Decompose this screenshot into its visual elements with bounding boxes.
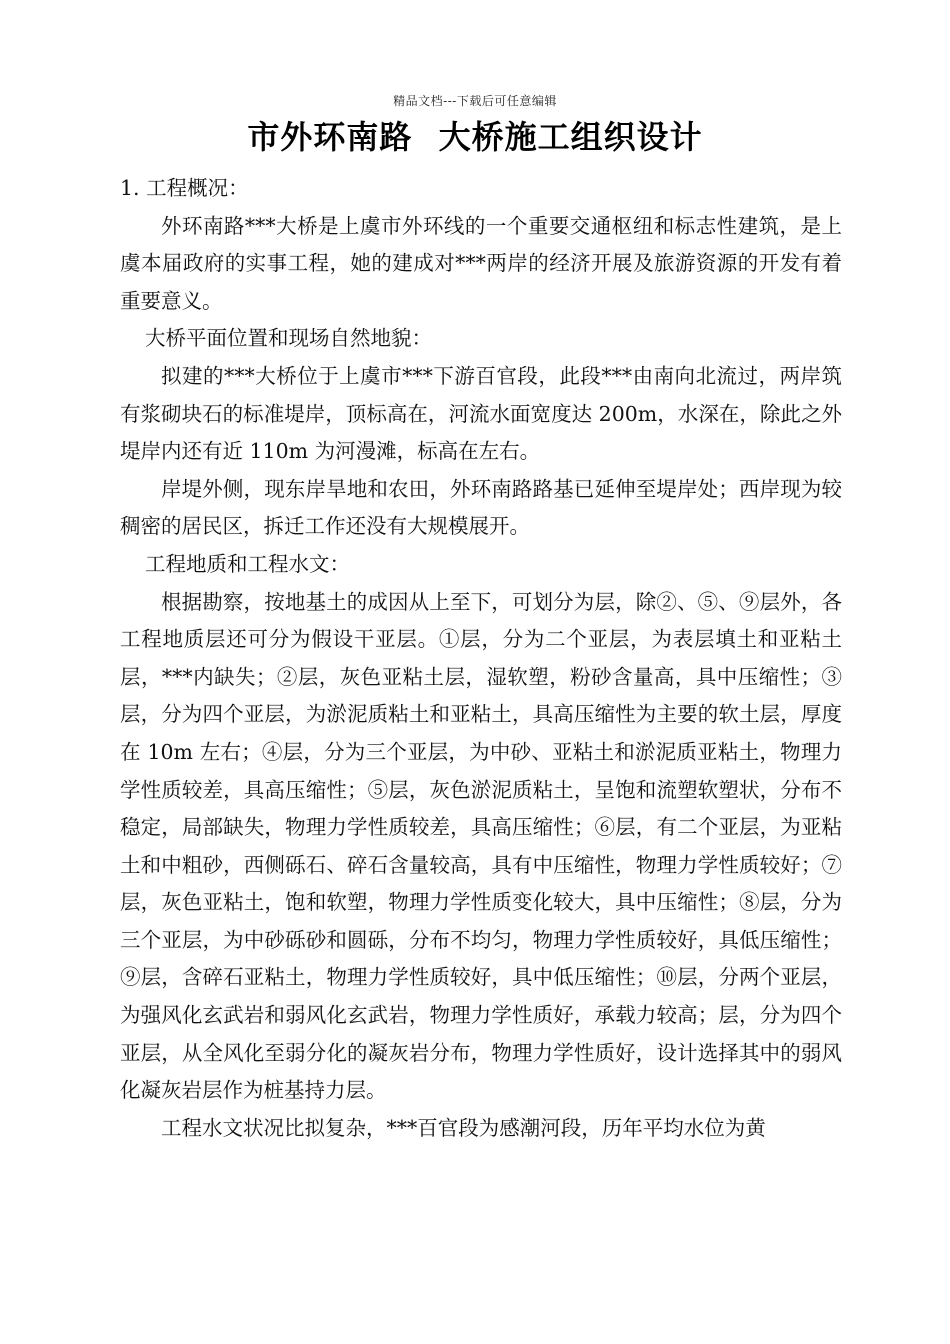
paragraph-location: 拟建的***大桥位于上虞市***下游百官段，此段***由南向北流过，两岸筑有浆砌块石的标准堤岸，顶标高在，河流水面宽度达 200m，水深在，除此之外堤岸内还有近 110m 为河漫滩，标高在左右。: [120, 363, 842, 464]
document-body: [120, 170, 842, 1147]
paragraph-intro: 外环南路***大桥是上虞市外环线的一个重要交通枢纽和标志性建筑，是上虞本届政府的实事工程，她的建成对***两岸的经济开展及旅游资源的开发有着重要意义。: [120, 213, 842, 313]
paragraph-geology: 根据勘察，按地基土的成因从上至下，可划分为层，除②、⑤、⑨层外，各工程地质层还可分为假设干亚层。①层，分为二个亚层，为表层填土和亚粘土层，***内缺失；②层，灰色亚粘土层，湿软塑，粉砂含量高，具中压缩性；③层，分为四个亚层，为淤泥质粘土和亚粘土，具高压缩性为主要的软土层，厚度在 10m 左右；④层，分为三个亚层，为中砂、亚粘土和淤泥质亚粘土，物理力学性质较差，具高压缩性；⑤层，灰色淤泥质粘土，呈饱和流塑软塑状，分布不稳定，局部缺失，物理力学性质较差，具高压缩性；⑥层，有二个亚层，为亚粘土和中粗砂，西侧砾石、碎石含量较高，具有中压缩性，物理力学性质较好；⑦层，灰色亚粘土，饱和软塑，物理力学性质变化较大，具中压缩性；⑧层，分为三个亚层，为中砂砾砂和圆砾，分布不均匀，物理力学性质较好，具低压缩性；⑨层，含碎石亚粘土，物理力学性质较好，具中低压缩性；⑩层，分两个亚层，为强风化玄武岩和弱风化玄武岩，物理力学性质好，承载力较高；层，分为四个亚层，从全风化至弱分化的凝灰岩分布，物理力学性质好，设计选择其中的弱风化凝灰岩层作为桩基持力层。: [120, 589, 842, 1103]
paragraph-hydrology: 工程水文状况比拟复杂，***百官段为感潮河段，历年平均水位为黄: [161, 1115, 766, 1140]
header-note: 精品文档---下载后可任意编辑: [393, 94, 557, 108]
document-title: 市外环南路 大桥施工组织设计: [247, 118, 703, 156]
subheading-geology: 工程地质和工程水文：: [145, 551, 350, 576]
subheading-location: 大桥平面位置和现场自然地貌：: [145, 326, 432, 351]
section-heading-overview: 1. 工程概况：: [120, 176, 249, 200]
paragraph-surroundings: 岸堤外侧，现东岸旱地和农田，外环南路路基已延伸至堤岸处；西岸现为较稠密的居民区，拆迁工作还没有大规模展开。: [120, 476, 842, 539]
